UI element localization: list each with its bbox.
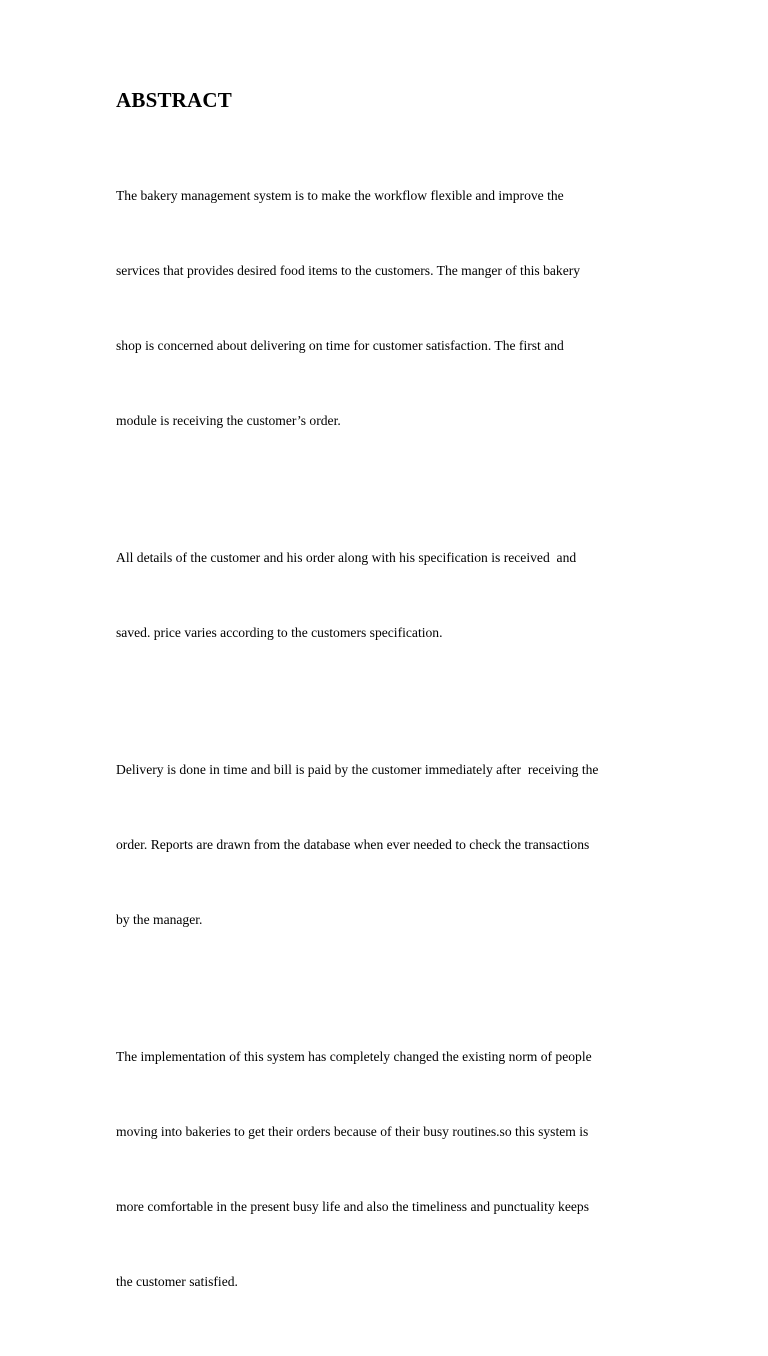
paragraph-line: saved. price varies according to the customers specification.	[116, 625, 443, 640]
paragraph-line: All details of the customer and his order along with his specification is received and	[116, 550, 577, 565]
document-content	[116, 86, 676, 1356]
paragraph-line: the customer satisfied.	[116, 1274, 238, 1289]
paragraph-1	[116, 133, 676, 483]
paragraph-line: The implementation of this system has completely changed the existing norm of people	[116, 1049, 592, 1064]
paragraph-line: The bakery management system is to make the workflow flexible and improve the	[116, 188, 564, 203]
page-title: ABSTRACT	[116, 88, 232, 112]
paragraph-line: module is receiving the customer’s order.	[116, 413, 341, 428]
paragraph-line: more comfortable in the present busy life and also the timeliness and punctuality keeps	[116, 1199, 590, 1214]
paragraph-line: by the manager.	[116, 912, 203, 927]
paragraph-4	[116, 994, 676, 1344]
paragraph-line: services that provides desired food items to the customers. The manger of this bakery	[116, 263, 581, 278]
paragraph-line: moving into bakeries to get their orders because of their busy routines.so this system is	[116, 1124, 589, 1139]
paragraph-3	[116, 707, 676, 982]
paragraph-line: order. Reports are drawn from the database when ever needed to check the transactions	[116, 837, 590, 852]
paragraph-line: Delivery is done in time and bill is paid by the customer immediately after receiving the	[116, 762, 599, 777]
paragraph-line: shop is concerned about delivering on time for customer satisfaction. The first and	[116, 338, 564, 353]
paragraph-2	[116, 495, 676, 695]
